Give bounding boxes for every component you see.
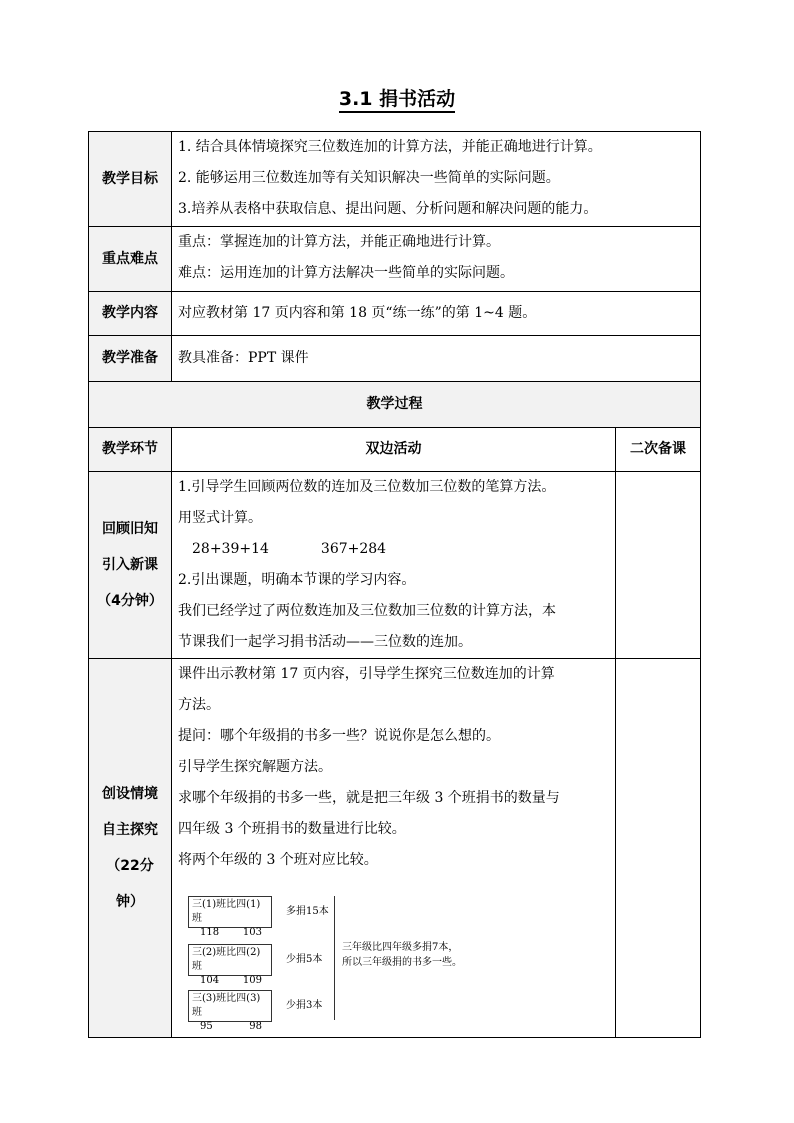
conclusion-line: 三年级比四年级多捐7本， [342,942,459,953]
objectives-content [172,132,701,227]
calc-expression: 367+284 [320,541,387,557]
stage-label-line: 回顾旧知 [102,521,158,537]
key-point-line: 重点：掌握连加的计算方法，并能正确地进行计算。 [178,234,500,250]
content-line: 对应教材第 17 页内容和第 18 页“练一练”的第 1~4 题。 [178,305,537,321]
comparison-box [188,944,272,986]
review-stage-label [89,472,172,659]
explore-second-prep [616,659,701,1038]
page-title [0,84,794,111]
grade3-value: 118 [200,927,220,938]
activity-line: 方法。 [178,697,220,713]
key-points-content [172,227,701,292]
activity-line: 节课我们一起学习捐书活动——三位数的连加。 [178,634,472,650]
activity-line: 四年级 3 个班捐书的数量进行比较。 [178,821,406,837]
grade4-value: 98 [249,1021,262,1032]
stage-label-line: （22分 [106,858,154,874]
review-activity [172,472,616,659]
objectives-row [89,132,701,227]
comparison-label: 三(2)班比四(2)班 [192,947,261,972]
conclusion-line: 所以三年级捐的书多一些。 [342,957,462,968]
title-text: 3.1 捐书活动 [339,88,455,113]
conclusion-text [342,940,462,970]
activity-line: 我们已经学过了两位数连加及三位数加三位数的计算方法，本 [178,603,556,619]
second-prep-column-header: 二次备课 [616,428,701,472]
comparison-label: 三(1)班比四(1)班 [192,899,261,924]
key-points-label: 重点难点 [89,227,172,292]
grade4-value: 103 [242,927,262,938]
lesson-plan-table [88,131,701,1038]
stage-label-line: 钟） [116,894,144,910]
process-header-row [89,382,701,428]
activity-line: 2.引出课题，明确本节课的学习内容。 [178,572,416,588]
explore-row [89,659,701,1038]
activity-column-header: 双边活动 [172,428,616,472]
comparison-note: 少捐5本 [286,954,323,965]
activity-line: 将两个年级的 3 个班对应比较。 [178,852,378,868]
grade4-value: 109 [242,975,262,986]
preparation-label: 教学准备 [89,336,172,382]
comparison-box [188,896,272,938]
column-header-row [89,428,701,472]
stage-label-line: 引入新课 [102,557,158,573]
activity-line: 引导学生探究解题方法。 [178,759,332,775]
activity-line: 1.引导学生回顾两位数的连加及三位数加三位数的笔算方法。 [178,479,556,495]
activity-line: 用竖式计算。 [178,510,262,526]
comparison-note: 多捐15本 [286,906,329,917]
preparation-row [89,336,701,382]
stage-label-line: 自主探究 [102,822,158,838]
explore-stage-label [89,659,172,1038]
activity-line: 课件出示教材第 17 页内容，引导学生探究三位数连加的计算 [178,666,555,682]
process-header: 教学过程 [89,382,701,428]
explore-activity [172,659,616,1038]
bracket-line [334,896,335,1020]
calc-expression: 28+39+14 [192,541,269,557]
stage-label-line: 创设情境 [102,786,158,802]
objective-line: 1. 结合具体情境探究三位数连加的计算方法，并能正确地进行计算。 [178,139,602,155]
objectives-label: 教学目标 [89,132,172,227]
review-row [89,472,701,659]
key-point-line: 难点：运用连加的计算方法解决一些简单的实际问题。 [178,265,514,281]
preparation-text [172,336,701,382]
calculation-exercises [178,534,611,565]
grade3-value: 95 [200,1021,213,1032]
objective-line: 2. 能够运用三位数连加等有关知识解决一些简单的实际问题。 [178,170,560,186]
comparison-label: 三(3)班比四(3)班 [192,993,261,1018]
comparison-diagram [178,892,611,1032]
grade3-value: 104 [200,975,220,986]
preparation-line: 教具准备：PPT 课件 [178,350,309,366]
key-points-row [89,227,701,292]
objective-line: 3.培养从表格中获取信息、提出问题、分析问题和解决问题的能力。 [178,201,598,217]
content-row [89,292,701,336]
content-text [172,292,701,336]
comparison-note: 少捐3本 [286,1000,323,1011]
comparison-box [188,990,272,1032]
stage-column-header: 教学环节 [89,428,172,472]
review-second-prep [616,472,701,659]
activity-line: 提问：哪个年级捐的书多一些？说说你是怎么想的。 [178,728,500,744]
activity-line: 求哪个年级捐的书多一些，就是把三年级 3 个班捐书的数量与 [178,790,560,806]
stage-label-line: （4分钟） [97,593,163,609]
content-label: 教学内容 [89,292,172,336]
